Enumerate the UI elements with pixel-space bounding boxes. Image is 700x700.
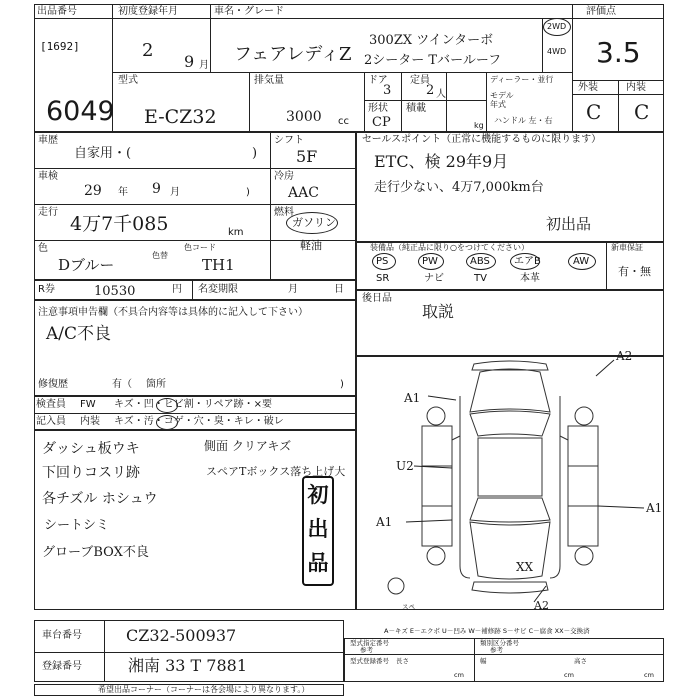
drive-4wd: 4WD (547, 47, 567, 56)
model-year-label: モデル年式 (490, 91, 514, 109)
inspection-month: 9 (152, 181, 161, 197)
inspector-fw: FW (80, 399, 96, 410)
repair-close: ) (340, 379, 344, 390)
sales-line1: ETC、検 29年9月 (374, 152, 509, 171)
recycle-frame (34, 280, 356, 300)
int-label: 内装 (626, 82, 646, 93)
model-label: 型式 (118, 75, 138, 86)
len-cm: cm (454, 671, 464, 679)
color-value: Dブルー (58, 256, 115, 274)
displacement-value: 3000 (286, 109, 322, 125)
form-ref: 参考 (360, 646, 373, 654)
name-change-label: 名変期限 (198, 284, 238, 295)
mileage-value: 4万7千085 (70, 213, 169, 235)
mileage-label: 走行 (38, 207, 58, 218)
later-value: 取説 (422, 302, 455, 321)
yen-unit: 円 (172, 284, 182, 295)
warranty-options: 有・無 (618, 265, 651, 278)
inspection-year: 29 (84, 183, 102, 199)
doors-value: 3 (383, 83, 392, 98)
seats-value: 2 (426, 83, 435, 98)
equipment-label: 装備品（純正品に限り○をつけてください） (370, 243, 529, 252)
lot-code: [1692] (40, 40, 80, 53)
lot-number: 6049 (46, 96, 115, 127)
int-grade: C (634, 100, 650, 124)
recycle-value: 10530 (94, 284, 136, 299)
load-label: 積載 (406, 103, 426, 114)
grade-line2: 2シーター Tバールーフ (364, 53, 502, 68)
inspection-label: 車検 (38, 171, 58, 182)
fuel-diesel: 軽油 (300, 239, 322, 252)
car-diagram (356, 356, 664, 610)
equip-ps: PS (376, 256, 389, 267)
inspection-month-unit: 月 (170, 187, 180, 198)
color-change-label: 色替 (152, 251, 168, 260)
mark-a2-rear: A2 (534, 599, 549, 612)
rating-value: 3.5 (596, 36, 641, 69)
later-label: 後日品 (362, 293, 392, 304)
chassis-value: CZ32-500937 (126, 626, 237, 645)
color-label: 色 (38, 243, 48, 254)
first-reg-year: 2 (142, 40, 154, 61)
mark-u2: U2 (396, 459, 414, 473)
remark-right-1: 側面 クリアキズ (204, 439, 292, 453)
model-value: E-CZ32 (144, 106, 217, 128)
history-label: 車歴 (38, 135, 58, 146)
inspector-label: 検査員 (36, 399, 66, 410)
history-close: ) (252, 146, 258, 161)
name-change-month: 月 (288, 284, 298, 295)
mark-spare: スペ (402, 603, 415, 611)
reg-value: 湘南 33 T 7881 (128, 656, 248, 675)
remark-line-5: グローブBOX不良 (42, 545, 149, 560)
equip-tv: TV (474, 273, 487, 284)
mark-xx: XX (516, 560, 534, 574)
interior-items: キズ・汚・コゲ・穴・臭・キレ・破レ (114, 416, 284, 427)
sales-line2: 走行少ない、4万7,000km台 (374, 180, 544, 195)
seats-label: 定員 (410, 75, 430, 86)
car-name: フェアレディZ (234, 44, 352, 65)
later-frame (356, 290, 664, 356)
equip-navi: ナビ (424, 273, 444, 284)
shift-label: シフト (274, 135, 304, 146)
first-reg-month-unit: 月 (199, 60, 209, 71)
interior-label: 内装 (80, 416, 100, 427)
displacement-label: 排気量 (254, 75, 284, 86)
repair-unit: 箇所 (146, 379, 166, 390)
name-change-day: 日 (334, 284, 344, 295)
remark-line-1: ダッシュ板ウキ (42, 441, 140, 457)
mark-a1-right: A1 (646, 501, 663, 515)
first-reg-label: 初度登録年月 (118, 6, 178, 17)
class-ref: 参考 (490, 646, 503, 654)
mark-a2-top: A2 (616, 349, 633, 363)
remark-right-2: スペアTボックス落ち上げ大 (206, 465, 346, 478)
height-label: 高さ (574, 657, 587, 665)
lot-label: 出品番号 (37, 6, 77, 17)
remark-line-2: 下回りコスリ跡 (42, 465, 140, 481)
width-label: 幅 (480, 657, 487, 665)
recycle-label: R券 (38, 284, 55, 295)
fuel-gasoline: ガソリン (292, 216, 336, 229)
handle-label: ハンドル 左・右 (494, 116, 553, 125)
diagram-legend: A－キズ E－エクボ U－凹み W－補修跡 S－サビ C－腐食 XX－交換済 (384, 627, 590, 635)
entry-label: 記入員 (36, 416, 66, 427)
stamp-char-3: 品 (307, 550, 329, 575)
class-label: 類別区分番号 (480, 639, 519, 647)
len-label: 長さ (396, 657, 409, 665)
cc-unit: cc (338, 116, 349, 127)
dealer-label: ディーラー・並行 (490, 75, 554, 84)
remark-line-3: 各チズル ホシュウ (42, 491, 158, 507)
caution-value: A/C不良 (46, 324, 112, 344)
color-code-value: TH1 (202, 256, 235, 274)
kg-unit: kg (474, 121, 484, 130)
inspector-fw-items: キズ・凹・ヒビ割・リペア跡・×要 (114, 399, 272, 410)
width-cm: cm (564, 671, 574, 679)
ext-grade: C (586, 100, 602, 124)
equip-aw: AW (573, 256, 590, 267)
color-code-label: 色コード (184, 243, 216, 252)
auction-sheet (34, 4, 664, 694)
warranty-label: 新車保証 (611, 243, 643, 252)
reg-num-label: 型式登録番号 (350, 657, 389, 665)
remark-line-4: シートシミ (44, 518, 110, 533)
ext-label: 外装 (578, 82, 598, 93)
ac-label: 冷房 (274, 171, 294, 182)
corner-label: 希望出品コーナー（コーナーは各会場により異なります。） (98, 685, 310, 694)
repair-value: 有（ (112, 379, 132, 390)
shape-value: CP (372, 115, 391, 130)
equip-sr: SR (376, 273, 390, 284)
grade-line1: 300ZX ツインターボ (369, 33, 494, 48)
first-listing-stamp (302, 476, 334, 586)
sales-label: セールスポイント（正常に機能するものに限ります） (362, 134, 602, 145)
equip-leather: 本革 (520, 273, 540, 284)
car-name-label: 車名・グレード (214, 6, 284, 17)
stamp-char-1: 初 (307, 482, 329, 507)
height-cm: cm (644, 671, 654, 679)
inspection-year-unit: 年 (118, 187, 128, 198)
ac-value: AAC (288, 185, 319, 201)
equip-abs: ABS (470, 256, 490, 267)
km-unit: km (228, 227, 244, 238)
equip-airbag: エアB (514, 256, 541, 267)
stamp-char-2: 出 (307, 516, 329, 541)
rating-label: 評価点 (586, 6, 616, 17)
shape-label: 形状 (368, 103, 388, 114)
sales-tag: 初出品 (546, 215, 592, 233)
history-value: 自家用・( (74, 146, 132, 161)
equip-pw: PW (422, 256, 438, 267)
mark-a1-left-rear: A1 (376, 515, 393, 529)
fuel-label: 燃料 (274, 207, 294, 218)
form-label: 型式指定番号 (350, 639, 389, 647)
seats-unit: 人 (436, 89, 446, 100)
repair-label: 修復歴 (38, 379, 68, 390)
caution-label: 注意事項申告欄（不具合内容等は具体的に記入して下さい） (38, 307, 308, 318)
first-reg-month: 9 (184, 52, 195, 71)
shift-value: 5F (296, 147, 318, 166)
mark-a1-left: A1 (404, 391, 421, 405)
drive-2wd: 2WD (547, 22, 567, 31)
inspection-close: ) (246, 187, 250, 198)
doors-label: ドア (368, 75, 388, 86)
chassis-label: 車台番号 (42, 630, 82, 641)
reg-label: 登録番号 (42, 661, 82, 672)
